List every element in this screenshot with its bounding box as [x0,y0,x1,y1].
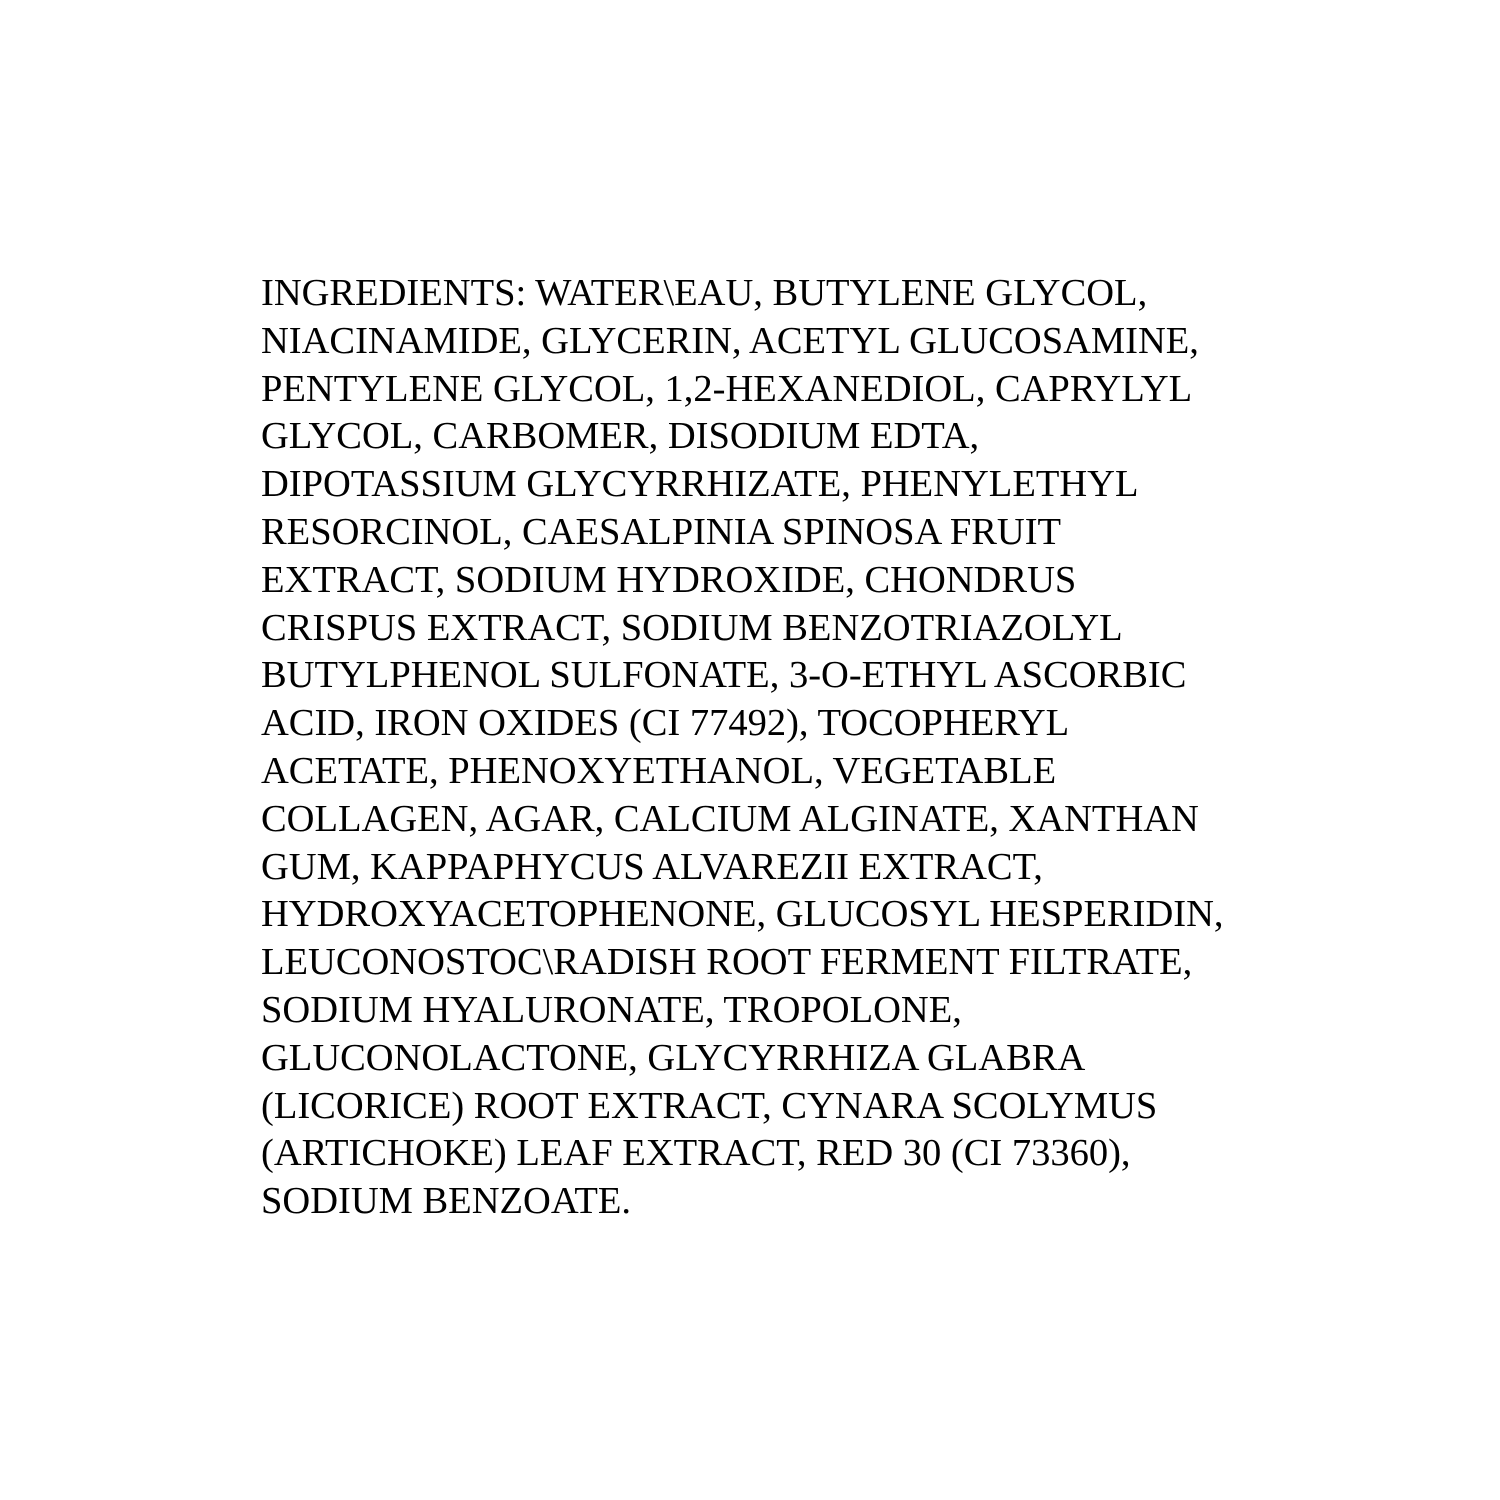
ingredients-line: HYDROXYACETOPHENONE, GLUCOSYL HESPERIDIN, [261,893,1224,936]
ingredients-line: COLLAGEN, AGAR, CALCIUM ALGINATE, XANTHAN [261,797,1199,840]
ingredients-line: DIPOTASSIUM GLYCYRRHIZATE, PHENYLETHYL [261,463,1139,506]
ingredients-line: LEUCONOSTOC\RADISH ROOT FERMENT FILTRATE, [261,941,1193,984]
ingredients-line: ACETATE, PHENOXYETHANOL, VEGETABLE [261,749,1057,792]
ingredients-line: SODIUM BENZOATE. [261,1180,632,1223]
ingredients-line: GLYCOL, CARBOMER, DISODIUM EDTA, [261,415,980,458]
ingredients-line: EXTRACT, SODIUM HYDROXIDE, CHONDRUS [261,558,1077,601]
ingredients-line: ACID, IRON OXIDES (CI 77492), TOCOPHERYL [261,702,1070,745]
ingredients-line: NIACINAMIDE, GLYCERIN, ACETYL GLUCOSAMINE, [261,319,1199,362]
ingredients-line: BUTYLPHENOL SULFONATE, 3-O-ETHYL ASCORBIC [261,654,1187,697]
ingredients-line: SODIUM HYALURONATE, TROPOLONE, [261,988,962,1031]
ingredients-line: RESORCINOL, CAESALPINIA SPINOSA FRUIT [261,510,1062,553]
ingredients-line: (ARTICHOKE) LEAF EXTRACT, RED 30 (CI 73360), [261,1132,1131,1175]
ingredients-line: GLUCONOLACTONE, GLYCYRRHIZA GLABRA [261,1036,1086,1079]
ingredients-line: (LICORICE) ROOT EXTRACT, CYNARA SCOLYMUS [261,1084,1158,1127]
ingredients-line: PENTYLENE GLYCOL, 1,2-HEXANEDIOL, CAPRYLYL [261,367,1193,410]
ingredients-line: INGREDIENTS: WATER\EAU, BUTYLENE GLYCOL, [261,272,1148,314]
ingredients-line: CRISPUS EXTRACT, SODIUM BENZOTRIAZOLYL [261,606,1123,649]
ingredients-list [261,270,1261,1226]
ingredients-line: GUM, KAPPAPHYCUS ALVAREZII EXTRACT, [261,845,1043,888]
